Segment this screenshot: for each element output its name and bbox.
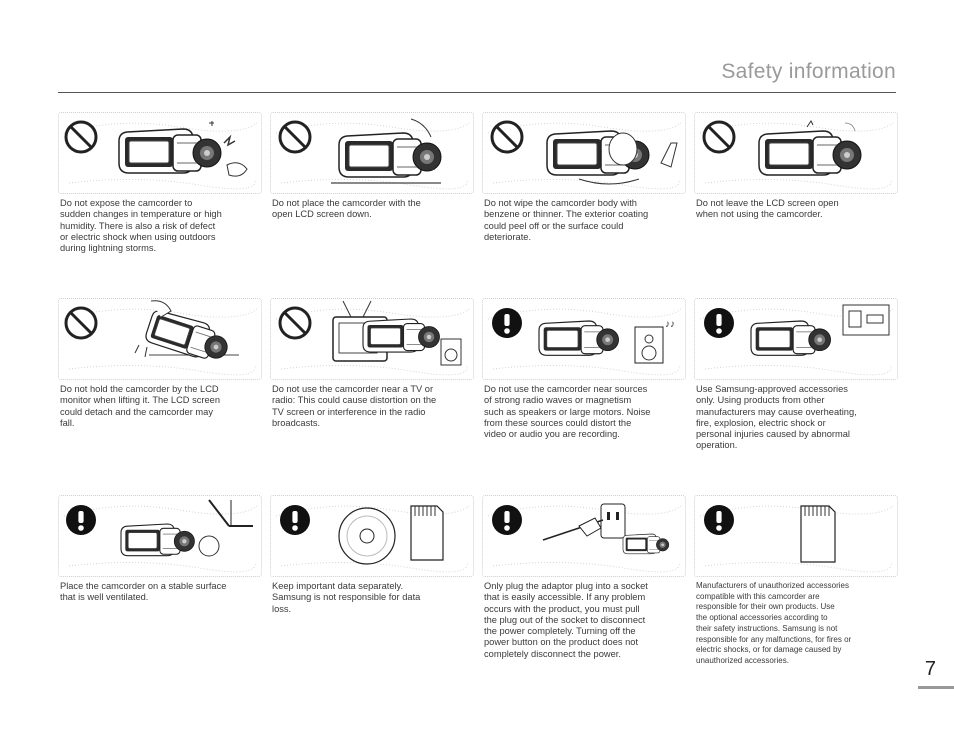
mandatory-icon (492, 505, 522, 535)
illustration-stable-surface (58, 495, 262, 577)
safety-item-text: Do not hold the camcorder by the LCD monitor when lifting it. The LCD screen could detach and the camcorder may fall. (60, 384, 221, 428)
mandatory-icon (704, 505, 734, 535)
illustration-benzene (482, 112, 686, 194)
header-rule (58, 92, 896, 93)
illustration-accessories (694, 298, 898, 380)
illustration-lcd-open (694, 112, 898, 194)
page-number-bar (918, 686, 954, 689)
safety-item-text: Use Samsung-approved accessories only. Using products from other manufacturers may cause overheating, fire, explosion, electric shock or personal injuries caused by abnormal operation. (696, 384, 857, 451)
safety-item-text: Manufacturers of unauthorized accessories compatible with this camcorder are responsible for their own products. Use the optional accessories according to their safety instructions. Samsung is not responsible for any malfunctions, for fires or electric shocks, or for damage caused by unauthorized accessories. (696, 581, 852, 665)
safety-item-text: Only plug the adaptor plug into a socket that is easily accessible. If any problem occurs with the product, you must pull the plug out of the socket to disconnect the power completely. Turning off the power button on the product does not completely disconnect the power. (484, 581, 648, 659)
prohibition-icon (492, 122, 522, 152)
safety-item-text: Do not leave the LCD screen open when not using the camcorder. (696, 198, 839, 220)
page-number: 7 (924, 658, 936, 680)
safety-item-text: Do not use the camcorder near a TV or radio: This could cause distortion on the TV screen or interference in the radio broadcasts. (272, 384, 437, 428)
prohibition-icon (704, 122, 734, 152)
illustration-data-backup (270, 495, 474, 577)
mandatory-icon (704, 308, 734, 338)
page-title: Safety information (721, 60, 896, 83)
safety-item-text: Place the camcorder on a stable surface that is well ventilated. (60, 581, 227, 603)
illustration-power-plug (482, 495, 686, 577)
safety-item-text: Keep important data separately. Samsung is not responsible for data loss. (272, 581, 421, 614)
mandatory-icon (492, 308, 522, 338)
mandatory-icon (280, 505, 310, 535)
mandatory-icon (66, 505, 96, 535)
illustration-memory-card (694, 495, 898, 577)
safety-item-text: Do not place the camcorder with the open LCD screen down. (272, 198, 421, 220)
safety-item-text: Do not use the camcorder near sources of strong radio waves or magnetism such as speakers or large motors. Noise from these sources could distort the video or audio you are recording. (484, 384, 651, 440)
svg-text:♪♪: ♪♪ (665, 319, 675, 330)
illustration-hold-lcd (58, 298, 262, 380)
safety-item-text: Do not expose the camcorder to sudden changes in temperature or high humidity. There is also a risk of defect or electric shock when using outdoors during lightning storms. (60, 198, 222, 254)
illustration-lcd-down (270, 112, 474, 194)
prohibition-icon (66, 122, 96, 152)
illustration-magnetism (482, 298, 686, 380)
safety-item-text: Do not wipe the camcorder body with benzene or thinner. The exterior coating could peel off or the surface could deteriorate. (484, 198, 649, 242)
illustration-temperature (58, 112, 262, 194)
illustration-tv-radio (270, 298, 474, 380)
prohibition-icon (280, 308, 310, 338)
prohibition-icon (280, 122, 310, 152)
prohibition-icon (66, 308, 96, 338)
